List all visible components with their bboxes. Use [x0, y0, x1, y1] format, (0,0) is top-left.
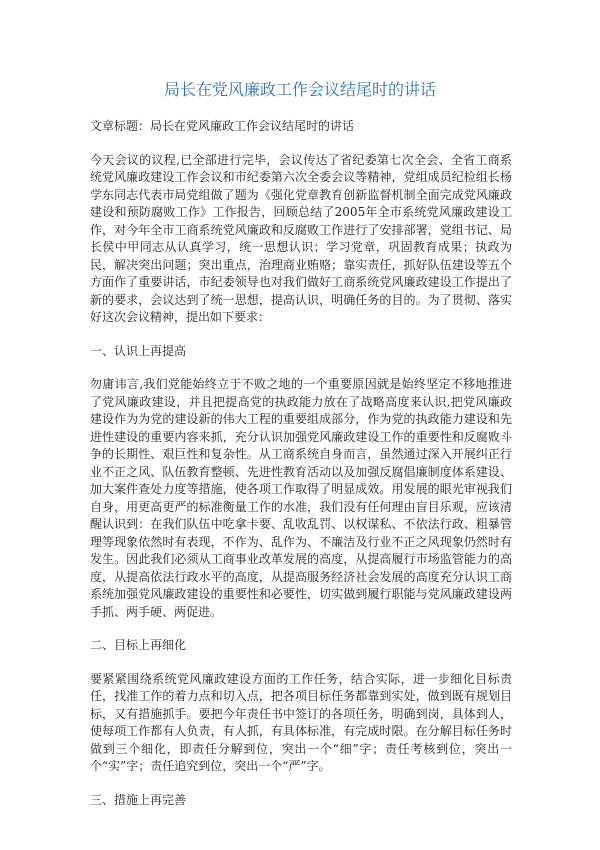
document-title: 局长在党风廉政工作会议结尾时的讲话: [163, 80, 436, 99]
article-title-line: 文章标题：局长在党风廉政工作会议结尾时的讲话: [90, 119, 355, 133]
section-3-heading: 三、措施上再完善: [90, 792, 187, 807]
intro-paragraph: 今天会议的议程,已全部进行完毕，会议传达了省纪委第七次全会、全省工商系统党风廉政建设工作会议和市纪委第六次全委会议等精神，党组成员纪检组长杨学东同志代表市局党组做了题为《强化党章教育创新监督机制全面完成党风廉政建设和预防腐败工作》工作报告，回顾总结了2005年全市系统党风廉政建设工作，对今年全市工商系统党风廉政和反腐败工作进行了安排部署，党组书记、局长侯中甲同志从认真学习，统一思想认识；学习党章，巩固教育成果；执政为民，解决突出问题；突出重点，治理商业贿赂；靠实责任，抓好队伍建设等五个方面作了重要讲话，市纪委领导也对我们做好工商系统党风廉政建设工作提出了新的要求，会议达到了统一思想，提高认识，明确任务的目的。为了贯彻、落实好这次会议精神，提出如下要求：: [90, 152, 512, 324]
section-2-paragraph: 要紧紧围绕系统党风廉政建设方面的工作任务，结合实际，进一步细化目标责任，找准工作的着力点和切入点，把各项目标任务都靠到实处，做到既有规划目标，又有措施抓手。要把今年责任书中签订的各项任务，明确到岗，具体到人，使每项工作都有人负责，有人抓，有具体标准，有完成时限。在分解目标任务时做到三个细化，即责任分解到位，突出一个“细”字；责任考核到位，突出一个“实”字；责任追究到位，突出一个“严”字。: [90, 671, 512, 773]
section-1-paragraph: 勿庸讳言,我们党能始终立于不败之地的一个重要原因就是始终坚定不移地推进了党风廉政建设，并且把提高党的执政能力放在了战略高度来认识,把党风廉政建设作为为党的建设新的伟大工程的重要组成部分，作为党的执政能力建设和先进性建设的重要内容来抓，充分认识加强党风廉政建设工作的重要性和反腐败斗争的长期性、艰巨性和复杂性。从工商系统自身而言，虽然通过深入开展纠正行业不正之风、队伍教育整顿、先进性教育活动以及加强反腐倡廉制度体系建设、加大案件查处力度等措施，使各项工作取得了明显成效。用发展的眼光审视我们自身，用更高更严的标准衡量工作的水准，我们没有任何理由盲目乐观，应该清醒认识到：在我们队伍中吃拿卡要、乱收乱罚、以权谋私、不依法行政、粗暴管理等现象依然时有表现，不作为、乱作为、不廉洁及行业不正之风现象仍然时有发生。因此我们必须从工商事业改革发展的高度，从提高履行市场监管能力的高度，从提高依法行政水平的高度，从提高服务经济社会发展的高度充分认识工商系统加强党风廉政建设的重要性和必要性，切实做到履行职能与党风廉政建设两手抓、两手硬、两促进。: [90, 377, 512, 619]
section-2-heading: 二、目标上再细化: [90, 638, 187, 652]
document-body: [90, 118, 512, 825]
section-1-heading: 一、认识上再提高: [90, 343, 187, 358]
